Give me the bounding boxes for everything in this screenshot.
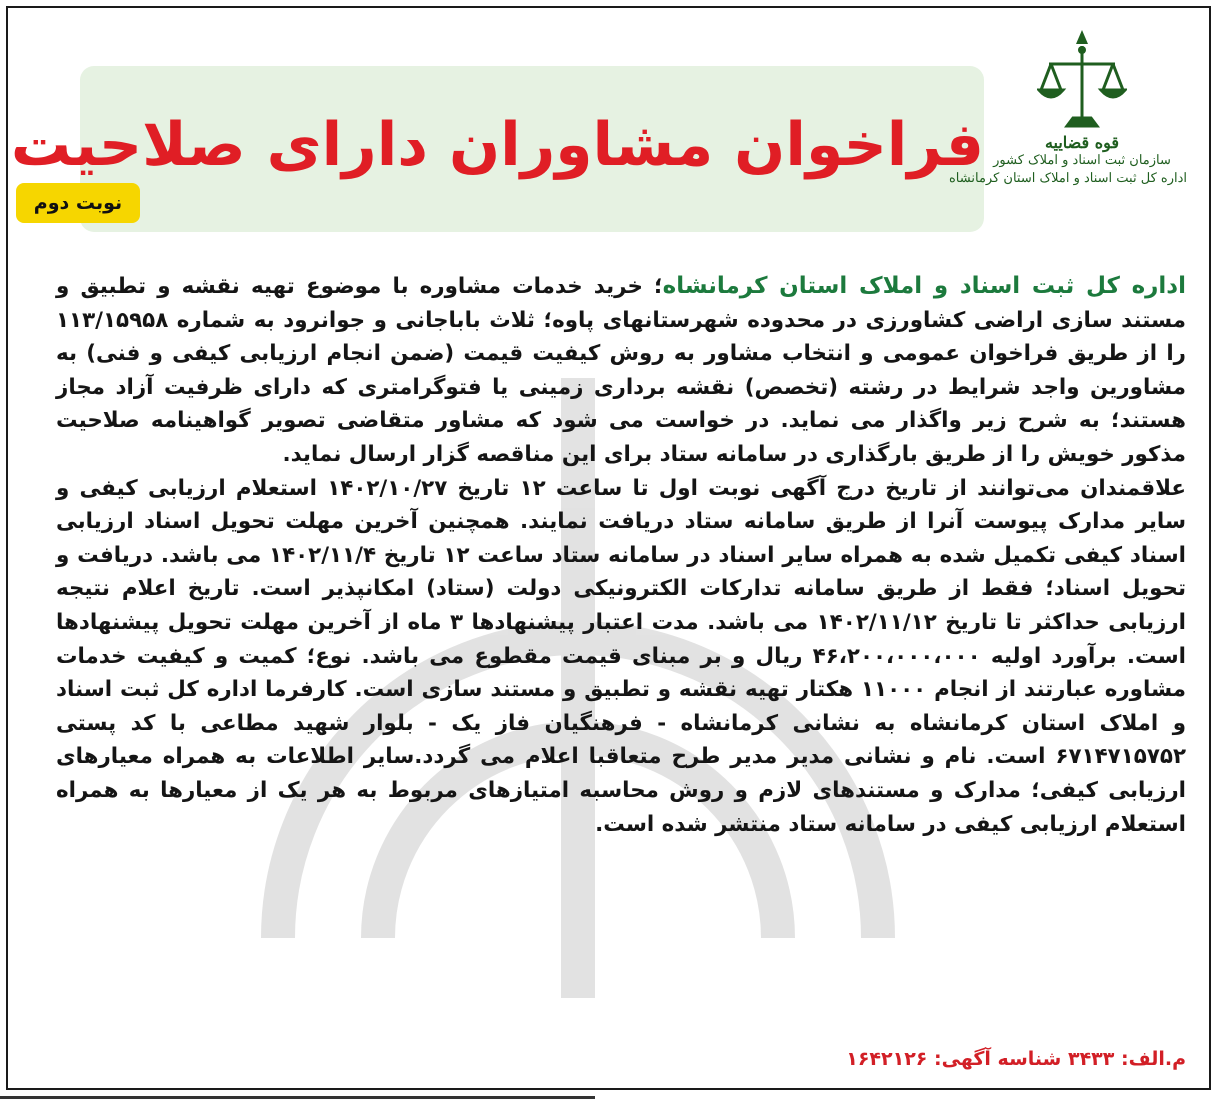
status-badge: نوبت دوم [16,183,140,223]
judiciary-logo [949,26,1187,256]
logo-line-1: سازمان ثبت اسناد و املاک کشور [993,153,1171,168]
page-title: فراخوان مشاوران دارای صلاحیت [10,110,984,180]
paragraph-1-text: ؛ خرید خدمات مشاوره با موضوع تهیه نقشه و تطبیق و مستند سازی اراضی کشاورزی در محدوده شهرستانهای پاوه؛ ثلاث باباجانی و جوانرود به شماره ۱۱۳/۱۵۹۵۸ را از طریق فراخوان عمومی و انتخاب مشاور به روش کیفیت قیمت (ضمن انجام ارزیابی کیفی و فنی) به مشاورین واجد شرایط در رشته (تخصص) نقشه برداری زمینی یا فتوگرامتری که دارای ظرفیت آزاد مجاز هستند؛ به شرح زیر واگذار می نماید. در خواست می شود که مشاور متقاضی تصویر گواهینامه صلاحیت مذکور خویش را از طریق بارگذاری در سامانه ستاد برای این مناقصه گزار ارسال نماید. [56,274,1186,467]
office-name: اداره کل ثبت اسناد و املاک استان کرمانشاه [662,273,1186,299]
paragraph-2: علاقمندان می‌توانند از تاریخ درج آگهی نوبت اول تا ساعت ۱۲ تاریخ ۱۴۰۲/۱۰/۲۷ استعلام ارزیابی کیفی و سایر مدارک پیوست آنرا از طریق سامانه ستاد دریافت نمایند. همچنین آخرین مهلت تحویل اسناد ارزیابی اسناد کیفی تکمیل شده به همراه سایر اسناد در سامانه ستاد ساعت ۱۲ تاریخ ۱۴۰۲/۱۱/۴ می باشد. دریافت و تحویل اسناد؛ فقط از طریق سامانه تدارکات الکترونیکی دولت (ستاد) امکانپذیر است. تاریخ اعلام نتیجه ارزیابی حداکثر تا تاریخ ۱۴۰۲/۱۱/۱۲ می باشد. مدت اعتبار پیشنهادها ۳ ماه از آخرین مهلت تحویل پیشنهادها است. برآورد اولیه ۴۶،۲۰۰،۰۰۰،۰۰۰ ریال و بر مبنای قیمت مقطوع می باشد. نوع؛ کمیت و کیفیت خدمات مشاوره عبارتند از انجام ۱۱۰۰۰ هکتار تهیه نقشه و تطبیق و مستند سازی است. کارفرما اداره کل ثبت اسناد و املاک استان کرمانشاه به نشانی کرمانشاه - فرهنگیان فاز یک - بلوار شهید مطاعی با کد پستی ۶۷۱۴۷۱۵۷۵۲ است. نام و نشانی مدیر مدیر طرح متعاقبا اعلام می گردد.سایر اطلاعات به همراه معیارهای ارزیابی کیفی؛ مدارک و مستندهای لازم و روش محاسبه امتیازهای مربوط به هر یک از معیارها به همراه استعلام ارزیابی کیفی در سامانه ستاد منتشر شده است. [56,475,1187,837]
paragraph-1 [56,270,1186,472]
logo-org-name: قوه قضاییه [1044,133,1120,152]
logo-line-2: اداره کل ثبت اسناد و املاک استان کرمانشاه [949,171,1187,186]
notice-body [56,270,1186,841]
scales-of-justice-icon [1037,26,1127,134]
divider [0,1096,595,1099]
notice-frame [6,6,1211,1090]
ad-reference: م.الف: ۳۴۳۳ شناسه آگهی: ۱۶۴۲۱۲۶ [846,1048,1186,1070]
